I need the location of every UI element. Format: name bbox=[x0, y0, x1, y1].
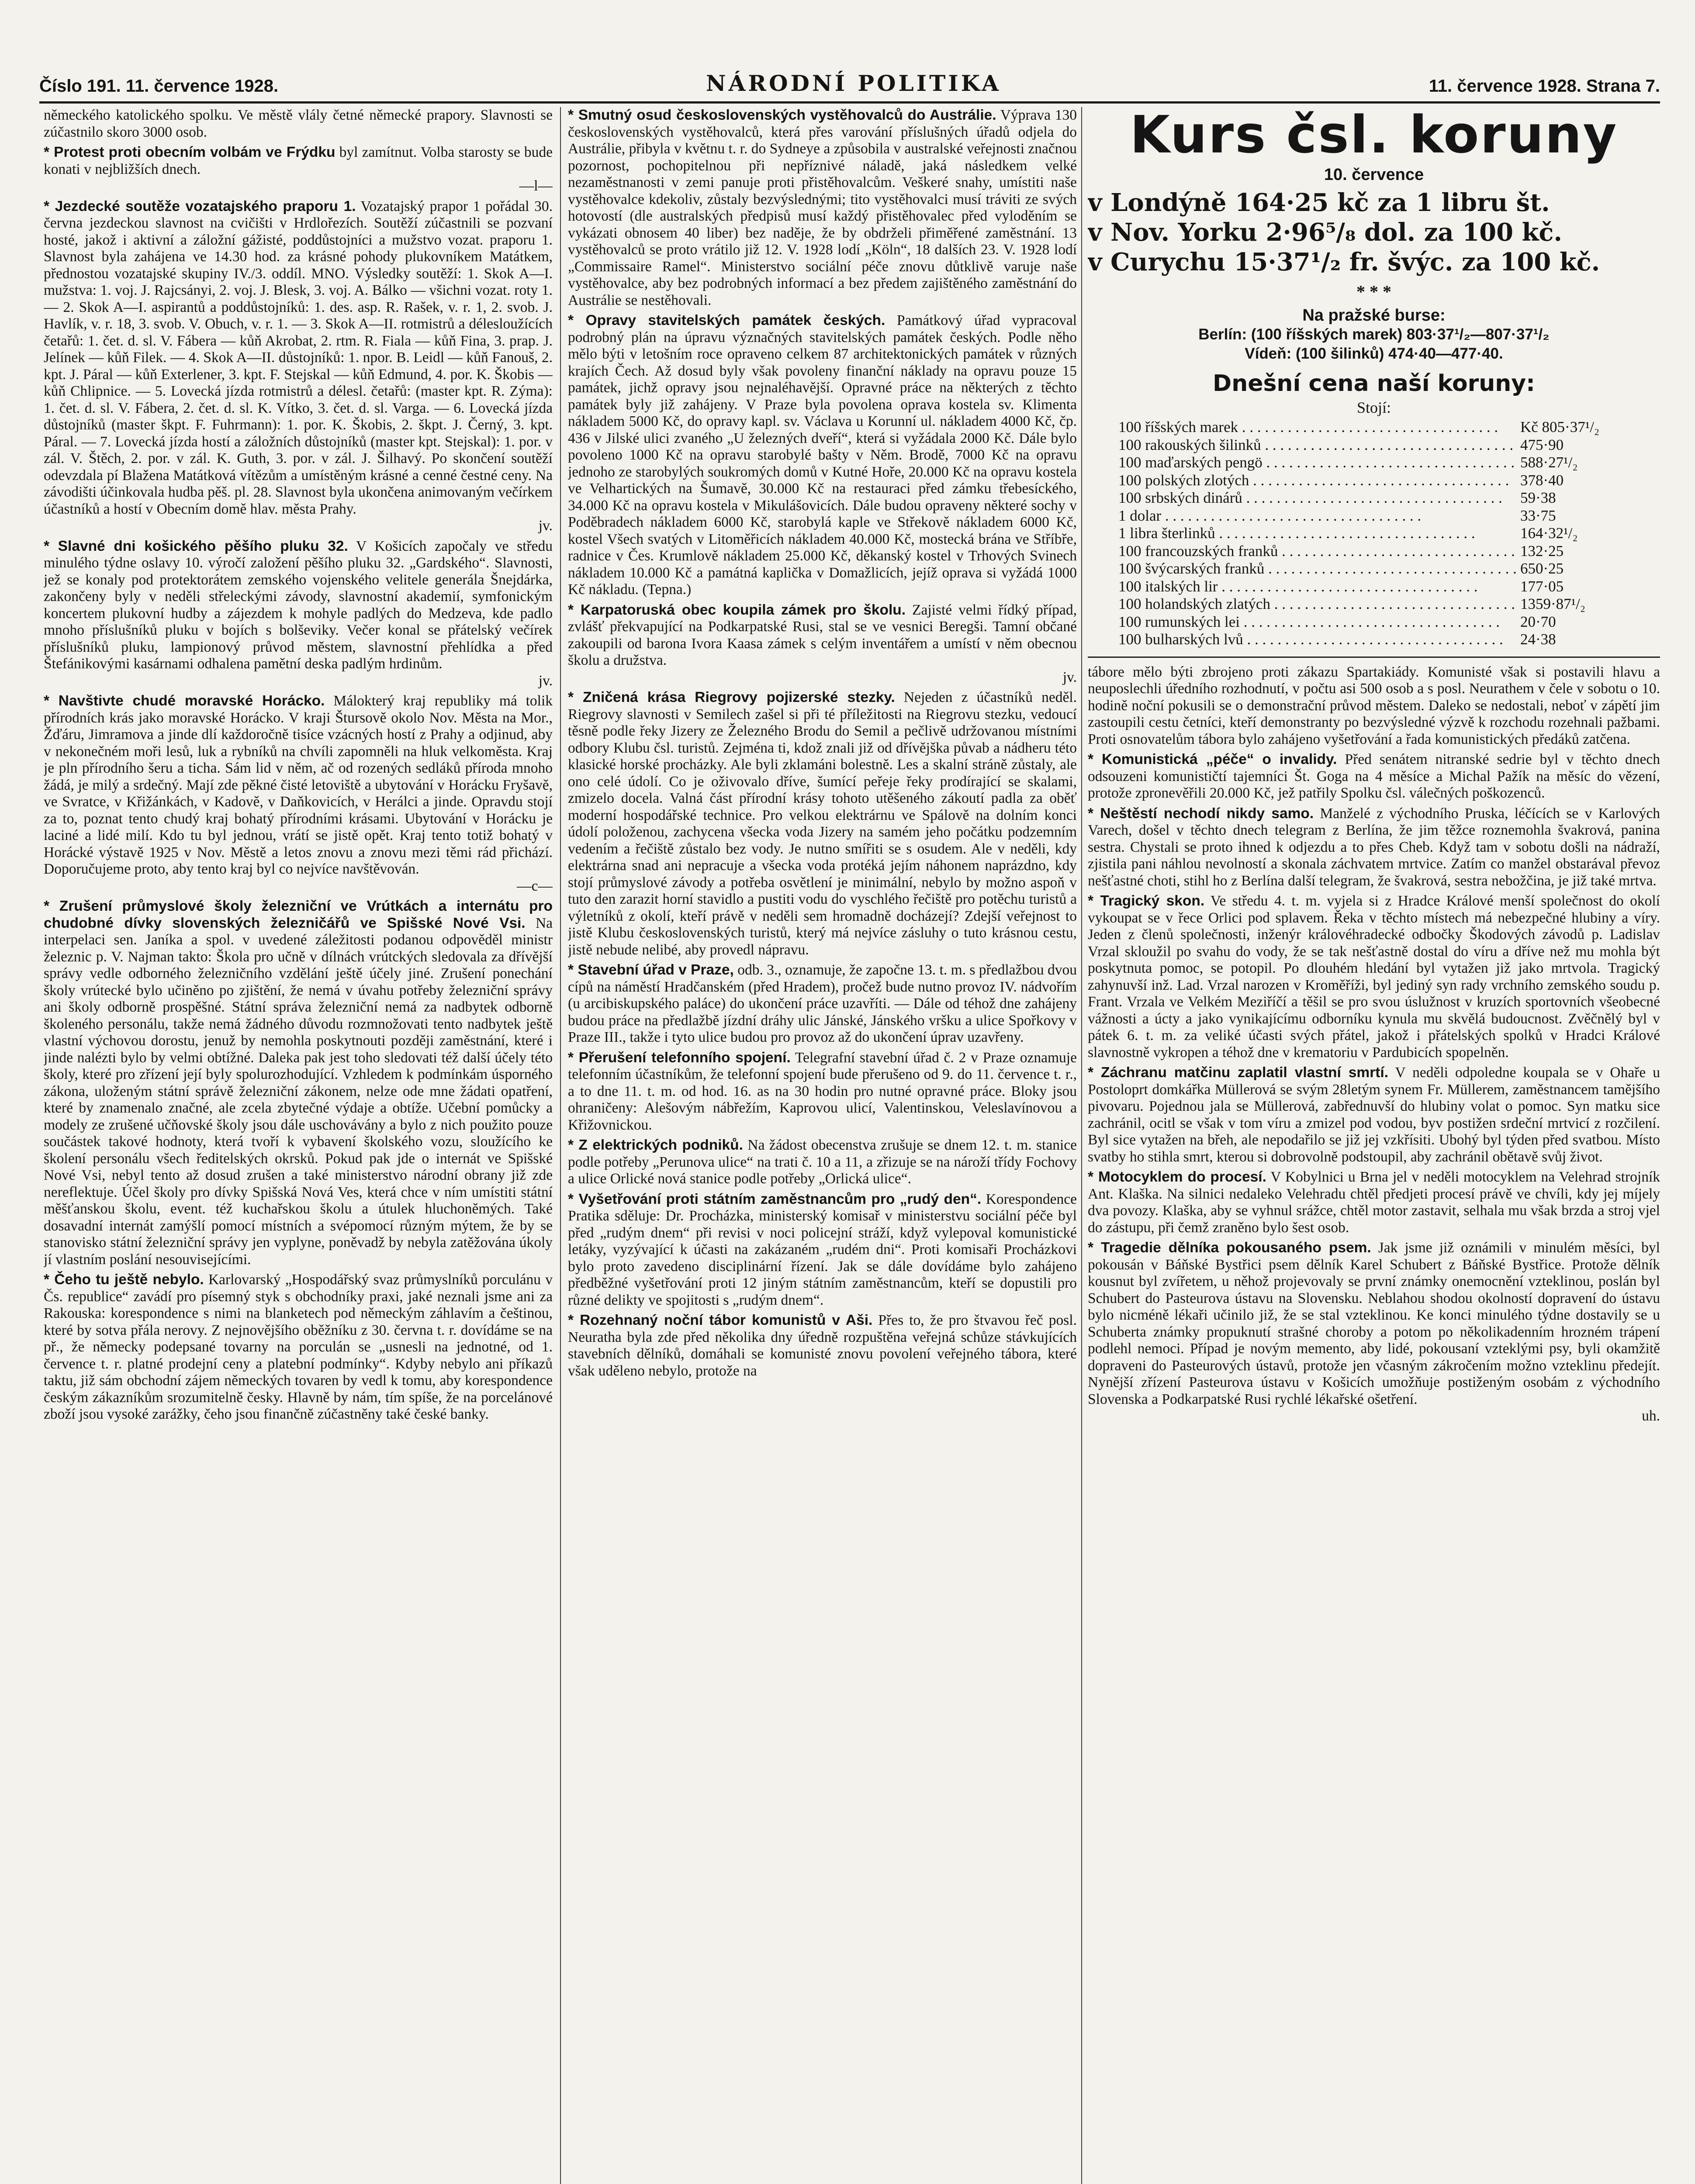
rate-row bbox=[1118, 418, 1629, 436]
article-signature: jv. bbox=[538, 518, 553, 534]
article-headline: * Navštivte chudé moravské Horácko. bbox=[44, 693, 325, 709]
article bbox=[1088, 1064, 1660, 1165]
article-headline: * Tragedie dělníka pokousaného psem. bbox=[1088, 1240, 1371, 1256]
article bbox=[44, 693, 553, 895]
currency-label: 100 polských zlotých . . . bbox=[1118, 472, 1516, 490]
article bbox=[568, 962, 1077, 1046]
column-3 bbox=[1088, 107, 1660, 2184]
article-headline: * Vyšetřování proti státním zaměstnancům pro „rudý den“. bbox=[568, 1191, 982, 1207]
rate-row bbox=[1118, 595, 1629, 613]
burse-heading: Na pražské burse: bbox=[1302, 306, 1446, 325]
currency-value: Kč 805·37¹/₂ bbox=[1520, 418, 1600, 435]
article-body: Telegrafní stavební úřad č. 2 v Praze oznamuje telefonním účastníkům, že telefonní spojení bude přerušeno od 9. do 11. července t. r., a to dne 11. t. m. od hod. 16. as na 30 hodin pro nutné opravné práce. Bloky jsou ohraničeny: Alešovým nábřežím, Kaprovou ulicí, Valentinskou, Veleslavínovou a Křižovnickou. bbox=[568, 1049, 1077, 1133]
column-1 bbox=[44, 107, 553, 2184]
article bbox=[44, 898, 553, 1268]
currency-value: 20·70 bbox=[1520, 613, 1556, 630]
article-headline: * Rozehnaný noční tábor komunistů v Aši. bbox=[568, 1312, 873, 1328]
article bbox=[44, 107, 553, 141]
rate-row bbox=[1118, 454, 1629, 472]
article bbox=[568, 1312, 1077, 1379]
article-headline: * Přerušení telefonního spojení. bbox=[568, 1049, 791, 1066]
costs-label: Stojí: bbox=[1356, 399, 1391, 416]
separator-stars: * * * bbox=[1356, 282, 1391, 301]
article-body: V Kobylnici u Brna jel v neděli motocyklem na Velehrad strojník Ant. Klaška. Na silnici nedaleko Velehradu chtěl předjeti procesí právě ve chvíli, kdy jej míjely dva povozy. Klaška, aby se vyhnul srážce, chtěl motor zastavit, selhala mu však brzda a stroj vjel do zástupu, při čemž zraněno bylo šest osob. bbox=[1088, 1169, 1660, 1236]
article bbox=[1088, 893, 1660, 1061]
currency-label: 100 říšských marek . . . bbox=[1118, 418, 1516, 436]
rate-row bbox=[1118, 507, 1629, 525]
article bbox=[568, 312, 1077, 598]
article-body: odb. 3., oznamuje, že započne 13. t. m. s předlažbou dvou cípů na náměstí Hradčanském (před Hradem), pročež bude nutno provoz IV. nádvořím (u arcibiskupského paláce) do ukončení práce uzavříti. — Dále od téhož dne zahájeny budou práce na předlažbě jízdní dráhy ulic Jánské, Jánského vršku a ulice Spořkovy v Praze III., takže i tyto ulice budou pro provoz až do ukončení úprav uzavřeny. bbox=[568, 962, 1077, 1045]
article-body: V neděli odpoledne koupala se v Ohaře u Postoloprt domkářka Müllerová se svým 28letým synem Fr. Müllerem, zaměstnancem tamějšího pivovaru. Pojednou jala se Müllerová, zabřednuvší do hlubiny volat o pomoc. Syn matku sice zachránil, ocitl se však v tom víru a zmizel pod vodou, byv postižen srdeční mrtvicí z rozčilení. Byl sice vytažen na břeh, ale nepodařilo se již jej vzkřísiti. Ubohý byl týden před svatbou. Místo svatby ho stihla smrt, kterou si dobrovolně podstoupil, aby zachránil obětavě svůj život. bbox=[1088, 1064, 1660, 1165]
article-body: Manželé z východního Pruska, léčících se v Karlových Varech, došel v těchto dnech telegram z Berlína, že jim těžce roznemohla švakrová, panina sestra. Chystali se proto ihned k odjezdu a to přes Cheb. Když tam v sobotu došli na nádraží, zjistila pani náhlou nevolností a skonala záchvatem mrtvice. Zatím co manžel obstarával převoz nešťastné choti, stihl ho z Berlína další telegram, že švakrová, sestra nebožčina, je již také mrtva. bbox=[1088, 805, 1660, 889]
article bbox=[1088, 664, 1660, 748]
article bbox=[568, 1191, 1077, 1309]
article bbox=[44, 144, 553, 195]
currency-label: 1 dolar . . . bbox=[1118, 507, 1516, 525]
rate-row bbox=[1118, 436, 1629, 454]
rate-row bbox=[1118, 631, 1629, 649]
article-body: Málokterý kraj republiky má tolik přírodních krás jako moravské Horácko. V kraji Štursově okolo Nov. Města na Mor., Žďáru, Jimramova a jinde dlí každoročně tisíce vzácných hostí z Prahy a odjinud, aby v nekonečném moři lesů, luk a rybníků na chvíli zapomněli na hluk velkoměsta. Kraj je pln přírodního šeru a ticha. Sám lid v něm, ač od rozených sedláků příroda mnoho žádá, je milý a srdečný. Mají zde pěkné čisté letoviště a ubytování v Horácku Fryšavě, ve Svratce, v Křižánkách, v Kadově, v Daňkovicích, v Herálci a jinde. Opravdu stojí za to, poznat tento chudý kraj bohatý přírodními krásami. Ubytování v Horácku je laciné a lidé milí. Kdo tu byl jednou, vrátí se jistě opět. Kraj tento totiž bohatý v Horácké výstavě 1925 v Nov. Městě a letos znovu a znovu mezi těmi rád přichází. Doporučujeme proto, aby tento kraj byl co nejvíce navštěvován. bbox=[44, 693, 553, 877]
article-body: tábore mělo býti zbrojeno proti zákazu Spartakiády. Komunisté však si postavili hlavu a neuposlechli úředního rozhodnutí, v počtu asi 500 osob a s posl. Neurathem v čele v sobotu o 10. hodině noční pokusili se o demonstrační průvod městem. Daleko se nedostali, neboť v zápětí jim zastoupili cestu četníci, kteří demonstranty po bezvýsledné výzvě k rozchodu rozehnali pažbami. Proti osnovatelům tábora bylo zahájeno vyšetřování a řada komunistických předáků zatčena. bbox=[1088, 663, 1660, 747]
article-signature: —c— bbox=[517, 878, 553, 894]
article-headline: * Karpatoruská obec koupila zámek pro školu. bbox=[568, 601, 906, 618]
column-2 bbox=[568, 107, 1077, 2184]
currency-label: 1 libra šterlinků . . . bbox=[1118, 525, 1516, 543]
article bbox=[568, 1050, 1077, 1134]
article bbox=[1088, 1169, 1660, 1236]
article-headline: * Komunistická „péče“ o invalidy. bbox=[1088, 751, 1337, 767]
article-headline: * Z elektrických podniků. bbox=[568, 1137, 743, 1153]
article-body: Karlovarský „Hospodářský svaz průmyslníků porculánu v Čs. republice“ zavádí pro písemný styk s obchodníky praxi, jaké neznali jsme ani za Rakouska: korespondence s nimi na blanketech pod německým záhlavím a češtinou, které by sotva přála nerovy. Z nejnovějšího oběžníku z 30. června t. r. dovídáme se na př., že německy podepsané tovarny na porculán se „usnesli na jednotné, od 1. července t. r. platné prodejní ceny a platební podmínky“. Kdyby nebylo ani příkazů taktu, již sám obchodní zájem německých tovaren by vedl k tomu, aby korespondence českým zákazníkům srozumitelně česky. Hlavně by nám, tím spíše, že na porcelánové zboží jsou vysoké zarážky, čeho jsou finančně zúčastněny také české banky. bbox=[44, 1272, 553, 1422]
column-rule bbox=[1081, 107, 1082, 2184]
article-headline: * Motocyklem do procesí. bbox=[1088, 1169, 1266, 1185]
rate-row bbox=[1118, 613, 1629, 631]
article-headline: * Záchranu matčinu zaplatil vlastní smrtí. bbox=[1088, 1064, 1389, 1081]
article-signature: jv. bbox=[1062, 669, 1077, 685]
currency-label: 100 rumunských lei . . . bbox=[1118, 613, 1516, 631]
rate-row bbox=[1118, 525, 1629, 543]
exchange-date: 10. července bbox=[1324, 166, 1424, 184]
currency-label: 100 rakouských šilinků . . . bbox=[1118, 436, 1516, 454]
article-signature: jv. bbox=[538, 672, 553, 689]
article-body: Památkový úřad vypracoval podrobný plán na úpravu význačných stavitelských památek českých. Podle něho mělo býti v letošním roce opraveno celkem 87 architektonických památek v různých krajích Čech. Až dosud byly však povoleny finanční náklady na opravu pouze 15 památek, jichž opravy jsou nejnaléhavější. Opravné práce na některých z těchto památek byly již zahájeny. V Praze byla povolena oprava kostela sv. Klimenta nákladem 5000 Kč, do opravy kapl. sv. Václava u Korunní ul. nákladem 4000 Kč, čp. 436 v Jilské ulici zvaného „U železných dveří“, která si vyžádala 2000 Kč. Dále bylo povoleno 1000 Kč na opravu starobylé bašty v Něm. Brodě, 7000 Kč na opravu jednoho ze starobylých soukromých domů v Kutné Hoře, 20.000 Kč na opravu kostela ve Velhartických na Šumavě, 30.000 Kč na restauraci před zámku třebesíckého, 34.000 Kč na opravu kostela v Mikulášovicích. Dále budou opraveny některé sochy v Poděbradech nákladem 6000 Kč, starobylá kaple ve Střekově nákladem 6000 Kč, kostel Všech svatých v Litoměřicích nákladem 40.000 Kč, mostecká brána ve Stříbře, radnice v Čes. Krumlově nákladem 25.000 Kč, děkanský kostel v Trhových Svinech nákladem 10.000 Kč a památná kaplička v Domažlicích, jejíž oprava si vyžádá 1000 Kč nákladu. (Tepna.) bbox=[568, 312, 1077, 598]
article-headline: * Čeho tu ještě nebylo. bbox=[44, 1272, 204, 1288]
rate-row bbox=[1118, 578, 1629, 596]
currency-value: 24·38 bbox=[1520, 631, 1556, 648]
article-headline: * Zrušení průmyslové školy železniční ve Vrútkách a internátu pro chudobné dívky slovenských železničářů ve Spišské Nové Vsi. bbox=[44, 898, 553, 931]
article bbox=[1088, 805, 1660, 890]
currency-value: 59·38 bbox=[1520, 489, 1556, 506]
exchange-line-zurich: v Curychu 15·37¹/₂ fr. švýc. za 100 kč. bbox=[1088, 248, 1600, 276]
currency-value: 378·40 bbox=[1520, 471, 1564, 489]
article bbox=[568, 602, 1077, 686]
article-body: německého katolického spolku. Ve městě vlály četné německé prapory. Slavnosti se zúčastnilo skoro 3000 osob. bbox=[44, 107, 553, 140]
article bbox=[44, 538, 553, 690]
currency-label: 100 holandských zlatých . . . bbox=[1118, 595, 1516, 613]
newspaper-title: NÁRODNÍ POLITIKA bbox=[706, 70, 1001, 96]
currency-value: 588·27¹/₂ bbox=[1520, 454, 1578, 471]
crown-price-title: Dnešní cena naší koruny: bbox=[1213, 370, 1535, 397]
currency-label: 100 maďarských pengö . . . bbox=[1118, 454, 1516, 472]
date-page: 11. července 1928. Strana 7. bbox=[1429, 76, 1660, 96]
rate-row bbox=[1118, 543, 1629, 560]
currency-value: 33·75 bbox=[1520, 507, 1556, 524]
article-body: Nejeden z účastníků neděl. Riegrovy slavnosti v Semilech zašel si při té příležitosti na Riegrovu stezku, vedoucí těsně podle řeky Jizery ze Železného Brodu do Semil a pečlivě udržovanou místními odbory Klubu čsl. turistů. Zejména ti, kdož znali již od dřívějška půvab a nádheru této klasické horské procházky. Ale byli zklamáni bolestně. Les a skalní stráně zůstaly, ale ono celé údolí. Co je oživovalo dříve, šumící peřeje řeky prodírající se skalami, zmizelo docela. Valná část přírodní krásy tohoto utěšeného zákoutí padla za oběť moderní hospodářské technice. Pro velkou elektrárnu ve Spálově na dolním konci údolí položenou, zachycena všecka voda Jizery na samém jeho počátku podzemním vedením a řečiště zůstalo bez vody. Je nutno smířiti se s osudem. Ale v neděli, kdy elektrárna snad ani nepracuje a všecka voda protéká jejím náhonem naprázdno, kdy stojí průmyslové závody a potřeba osvětlení je minimální, nebylo by možno aspoň v tuto den zarazit horní stavidlo a pustiti vodu do vyschlého řečiště pro potěchu turistů a výletníků z okolí, kteří právě v neděli sem hromadně docházejí? Zdejší veřejnost to jistě Klubu československých turistů, který má nejvíce zásluhy o tuto krásnou cestu, jistě nebude nelibé, aby provedl nápravu. bbox=[568, 689, 1077, 958]
currency-label: 100 bulharských lvů . . . bbox=[1118, 631, 1516, 649]
article-headline: * Protest proti obecním volbám ve Frýdku bbox=[44, 144, 336, 160]
article-body: Korespondence Pratika sděluje: Dr. Procházka, ministerský komisař v ministerstvu sociální péče byl před „rudým dnem“ při revisi v noci policejní stráží, když vylepoval komunistické letáky, vyzývající k účasti na zakázaném „rudém dni“. Proti komisaři Procházkovi bylo proto zavedeno disciplinární řízení. Jak se dále dovídáme bylo zahájeno předběžné vyšetřování proti 12 jiným státním zaměstnancům, kteří se dopustili pro různé delikty ve spojitosti s „rudým dnem“. bbox=[568, 1191, 1077, 1308]
article bbox=[568, 107, 1077, 309]
article-body: Na interpelaci sen. Janíka a spol. v uvedené záležitosti podanou odpověděl ministr železnic p. V. Najman takto: Škola pro učně v dílnách vrútckých sledovala za dřívější správy vedle odborného železničního vzdělání ještě účely jiné. Zrušení ponechání školy vrútecké bylo učiněno po zjištění, že nemá v úvahu potřeby železniční správy ani školy odborně prospěšné. Státní správa železniční nemá za nadbytek odborně školeného personálu, takže nemá žádného důvodu rozmnožovati tento nadbytek ještě vlastní výchovou dorostu, jenuž by nemohla poskytnouti později zaměstnání, které i jinde nalézti bylo by velmi obtížné. Daleka pak jest toho sledovati též další účely této školy, které pro zřízení její byly spolurozhodující. Vzhledem k podmínkám úsporného zákona, uloženým státní správě železniční zákonem, nelze ode mne žádati opatření, které by znamenalo značné, ale zcela zbytečné výdaje a obtíže. Učební pomůcky a modely ze zrušené učňovské školy jsou dále uschovávány a bylo z nich použito pouze součástek takové hodnoty, která tvoří k vybavení školského vozu, sloužícího ke školení personálu všech ředitelských okrsků. Pokud pak jde o internát ve Spišské Nové Vsi, nebyl tento až dosud zrušen a také ministerstvo národní obrany již zde nereflektuje. Účel školy pro dívky Spišská Nová Ves, která chce v ním umístiti státní měšťanskou školu, event. též kuchařskou školu a útulek hluchoněmých. Také dosavadní internát zamýšlí pomocí místních a svépomocí různým mýtem, že by se stanovisko státní železniční správy jen vyplyne, poněvadž by nebyla zatěžována úkoly jí vlastním poslání nesouvisejícími. bbox=[44, 915, 553, 1268]
article-signature: uh. bbox=[1642, 1408, 1660, 1424]
article-headline: * Slavné dni košického pěšího pluku 32. bbox=[44, 538, 348, 554]
article-body: Jak jsme již oznámili v minulém měsíci, byl pokousán v Báňské Bystřici psem dělník Karel Schubert z Báňské Bystřice. Protože dělník kousnut byl zvířetem, u něhož projevovaly se první známky onemocnění vzteklinou, poslán byl Schubert do Pasteurova ústavu na Slovensku. Neblahou shodou okolností dopravení do ústavu bylo nicméně lékaři učinilo již, že se stal vzteklinou. Ke konci minulého týdne dostavily se u Schuberta známky propuknutí strašné choroby a potom po několikadenním hrozném trápení podlehl nemoci. Případ je novým memento, aby lidé, pokousaní vzteklými psy, byli okamžitě dopraveni do Pasteurových ústavů, protože jen včasným zákročením možno vzteklinu předejít. Nynější zřízení Pasteurova ústavu v Košicích umožňuje postiženým osobám z východního Slovenska a Podkarpatské Rusi rychlé lékařské ošetření. bbox=[1088, 1240, 1660, 1407]
burse-line-berlin: Berlín: (100 říšských marek) 803·37¹/₂—807·37¹/₂ bbox=[1198, 326, 1550, 343]
exchange-line-newyork: v Nov. Yorku 2·96⁵/₈ dol. za 100 kč. bbox=[1088, 218, 1562, 247]
article bbox=[568, 1137, 1077, 1188]
currency-value: 132·25 bbox=[1520, 542, 1564, 560]
burse-line-vienna: Vídeň: (100 šilinků) 474·40—477·40. bbox=[1245, 345, 1503, 362]
exchange-line-london: v Londýně 164·25 kč za 1 libru št. bbox=[1088, 188, 1550, 217]
article-headline: * Opravy stavitelských památek českých. bbox=[568, 312, 886, 328]
exchange-rate-box bbox=[1088, 107, 1660, 658]
currency-label: 100 švýcarských franků . . . bbox=[1118, 560, 1516, 578]
currency-value: 1359·87¹/₂ bbox=[1520, 595, 1586, 612]
article-body: Přes to, že pro štvavou řeč posl. Neuratha byla zde před několika dny úředně rozpuštěna veřejná schůze stávkujících stavebních dělníků, domáhali se komunisté znovu povolení veřejného tábora, které však uděleno nebylo, protože na bbox=[568, 1312, 1077, 1379]
issue-number: Číslo 191. 11. července 1928. bbox=[39, 76, 279, 96]
exchange-title: Kurs čsl. koruny bbox=[1130, 107, 1618, 165]
article-body: Vozatajský prapor 1 pořádal 30. června jezdeckou slavnost na cvičišti v Hrdlořezích. Soutěží zúčastnili se pozvaní hosté, jakož i aktivní a záložní gážisté, poddůstojníci a mužstvo vozat. praporu 1. Slavnost byla zahájena ve 14.30 hod. za krásné pohody plukovníkem Matátkem, přednostou vozatajské skupiny IV./3. oddíl. MNO. Výsledky soutěží: 1. Skok A—I. mužstva: 1. voj. J. Rajcsányi, 2. voj. J. Blesk, 3. voj. A. Bálko — všichni vozat. roty 1. — 2. Skok A—I. aspirantů a poddůstojníků: 1. des. asp. R. Rašek, v. r. 1, 2. svob. J. Havlík, v. r. 18, 3. svob. V. Obuch, v. r. 1. — 3. Skok A—II. rotmistrů a délesloužících četařů: 1. čet. d. sl. V. Fábera — kůň Akrobat, 2. rtm. R. Fiala — kůň Fina, 3. prap. J. Jelínek — kůň Filek. — 4. Skok A—II. důstojníků: 1. npor. B. Leidl — kůň Fanouš, 2. kpt. J. Páral — kůň Exterlener, 3. kpt. F. Stejskal — kůň Edmund, 4. por. K. Škobis — kůň Chlipnice. — 5. Lovecká jízda rotmistrů a délesl. četařů: (master kpt. R. Zýma): 1. čet. d. sl. V. Fábera, 2. čet. d. sl. K. Vítko, 3. čet. d. sl. Varga. — 6. Lovecká jízda důstojníků (master škpt. F. Fuhrmann): 1. por. K. Škobis, 2. škpt. J. Černý, 3. kpt. Páral. — 7. Lovecká jízda hostí a záložních důstojníků (master kpt. Stejskal): 1. por. v zál. V. Štěch, 2. por. v zál. K. Guth, 3. por. v zál. J. Šilhavý. Po skončení soutěží odevzdala pí Blažena Matátková vítězům a umístěným krásné a cenné čestné ceny. Na závodišti účinkovala hudba pěš. pl. 28. Slavnost byla ukončena animovaným večírkem účastníků a hostí v Obecním domě hlav. města Prahy. bbox=[44, 198, 553, 517]
article-body: V Košicích započaly ve středu minulého týdne oslavy 10. výročí založení pěšího pluku 32. „Gardského“. Slavnosti, jež se konaly pod protektorátem zemského vojenského velitele generála Šnejdárka, zakončeny byly v neděli střeleckými závody, slavnostní akademií, symfonickým koncertem plukovní hudby a zájezdem k mohyle padlých do Medzeva, kde padlo mnoho příslušníků pluku v bojích s bolševiky. Večer konal se přátelský večírek příslušníků pluku, lampionový průvod městem, slavnostní přehlídka a před Štefánikovými kasárnami odhalena pamětní deska padlým hrdinům. bbox=[44, 538, 553, 672]
rate-row bbox=[1118, 472, 1629, 490]
column-3-articles bbox=[1088, 664, 1660, 1425]
currency-value: 475·90 bbox=[1520, 436, 1564, 453]
currency-value: 650·25 bbox=[1520, 560, 1564, 577]
article-body: Před senátem nitranské sedrie byl v těchto dnech odsouzeni komunističtí tajemníci Št. Goga na 4 měsíce a Michal Pažík na měsíc do vězení, protože zpronevěřili 20.000 Kč, jež patřily Spolku čsl. válečných poškozenců. bbox=[1088, 751, 1660, 801]
article bbox=[568, 689, 1077, 958]
article bbox=[1088, 751, 1660, 802]
article-body: Na žádost obecenstva zrušuje se dnem 12. t. m. stanice podle potřeby „Perunova ulice“ na trati č. 10 a 11, a zřizuje se na nároží třídy Fochovy a ulice Orlické nová stanice podle potřeby „Orlická ulice“. bbox=[568, 1137, 1077, 1187]
rate-row bbox=[1118, 489, 1629, 507]
article-body: Výprava 130 československých vystěhovalců, která přes varování příslušných úřadů odjela do Austrálie, přibyla v květnu t. r. do Sydneye a způsobila v australské veřejnosti značnou pozornost, pochopitelnou při nepříznivé náladě, jaká následkem velké nezaměstnanosti v zemi panuje proti přistěhovalcům. Veškeré snahy, umístiti naše vystěhovalce kdekoliv, zůstaly bezvýslednými; tito vystěhovalci musí tráviti ze svých hotovostí (dle australských předpisů musí každý přistěhovalec před vyloděním se vykázati obnosem 40 liber) bez naděje, že by obdrželi přiměřené zaměstnání. 13 vystěhovalců se proto vrátilo již 12. V. 1928 lodí „Köln“, 18 dalších 23. V. 1928 lodí „Commissaire Ramel“. Ministerstvo sociální péče znovu důtklivě varuje naše vystěhovalce, aby bez podrobných informací a bez předem zajištěného zaměstnání do Austrálie se nestěhovali. bbox=[568, 107, 1077, 308]
article bbox=[1088, 1240, 1660, 1425]
article-body: byl zamítnut. Volba starosty se bude konati v nejbližších dnech. bbox=[44, 144, 553, 177]
article-headline: * Neštěstí nechodí nikdy samo. bbox=[1088, 805, 1314, 822]
article-headline: * Stavební úřad v Praze, bbox=[568, 962, 734, 978]
currency-value: 164·32¹/₂ bbox=[1520, 525, 1578, 542]
article-signature: —l— bbox=[519, 178, 553, 194]
rate-table bbox=[1088, 418, 1660, 649]
article-headline: * Zničená krása Riegrovy pojizerské stezky. bbox=[568, 689, 895, 705]
currency-value: 177·05 bbox=[1520, 577, 1564, 595]
currency-label: 100 francouzských franků . . . bbox=[1118, 543, 1516, 560]
article-body: Zajisté velmi řídký případ, zvlášť překvapující na Podkarpatské Rusi, stal se ve vesnici Beregši. Tamní občané zakoupili od barona Ivora Kaasa zámek s celým inventářem a umístí v něm obecnou školu a družstva. bbox=[568, 601, 1077, 668]
rate-row bbox=[1118, 560, 1629, 578]
article bbox=[44, 198, 553, 535]
article-headline: * Jezdecké soutěže vozatajského praporu 1. bbox=[44, 198, 356, 214]
article-body: Ve středu 4. t. m. vyjela si z Hradce Králové menší společnost do okolí vykoupat se v řece Orlici pod splavem. Řeka v těchto místech má nebezpečné hlubiny a víry. Jeden z členů společnosti, inženýr královéhradecké odbočky Škodových závodů p. Ladislav Vrzal skloužil po svahu do vody, že se tak nešťastně dostal do víru a dříve než mu mohla být poskytnuta pomoc, se potopil. Po dlouhém hledání byl vytažen již jako mrtvola. Tragický zahynuvší inž. Lad. Vrzal narozen v Kroměříži, byl jediný syn rady vrchního zemského soudu p. Frant. Vrzala ve Velkém Meziříčí a těšil se pro svou úslužnost v kruzích sportovních všeobecné vážnosti a úcty a jako vynikajícímu odborníku kynula mu skvělá budoucnost. Zvěčnělý byl v pátek 6. t. m. za veliké účasti svých přátel, jakož i přátelských spolků v Hradci Králové slavnostně vykropen a téhož dne v krematoriu v Pardubicích spopelněn. bbox=[1088, 893, 1660, 1061]
article-headline: * Tragický skon. bbox=[1088, 893, 1205, 909]
article-headline: * Smutný osud československých vystěhovalců do Austrálie. bbox=[568, 107, 996, 123]
currency-label: 100 italských lir . . . bbox=[1118, 578, 1516, 596]
article bbox=[44, 1272, 553, 1423]
masthead bbox=[39, 61, 1660, 104]
column-rule bbox=[560, 107, 561, 2184]
currency-label: 100 srbských dinárů . . . bbox=[1118, 489, 1516, 507]
